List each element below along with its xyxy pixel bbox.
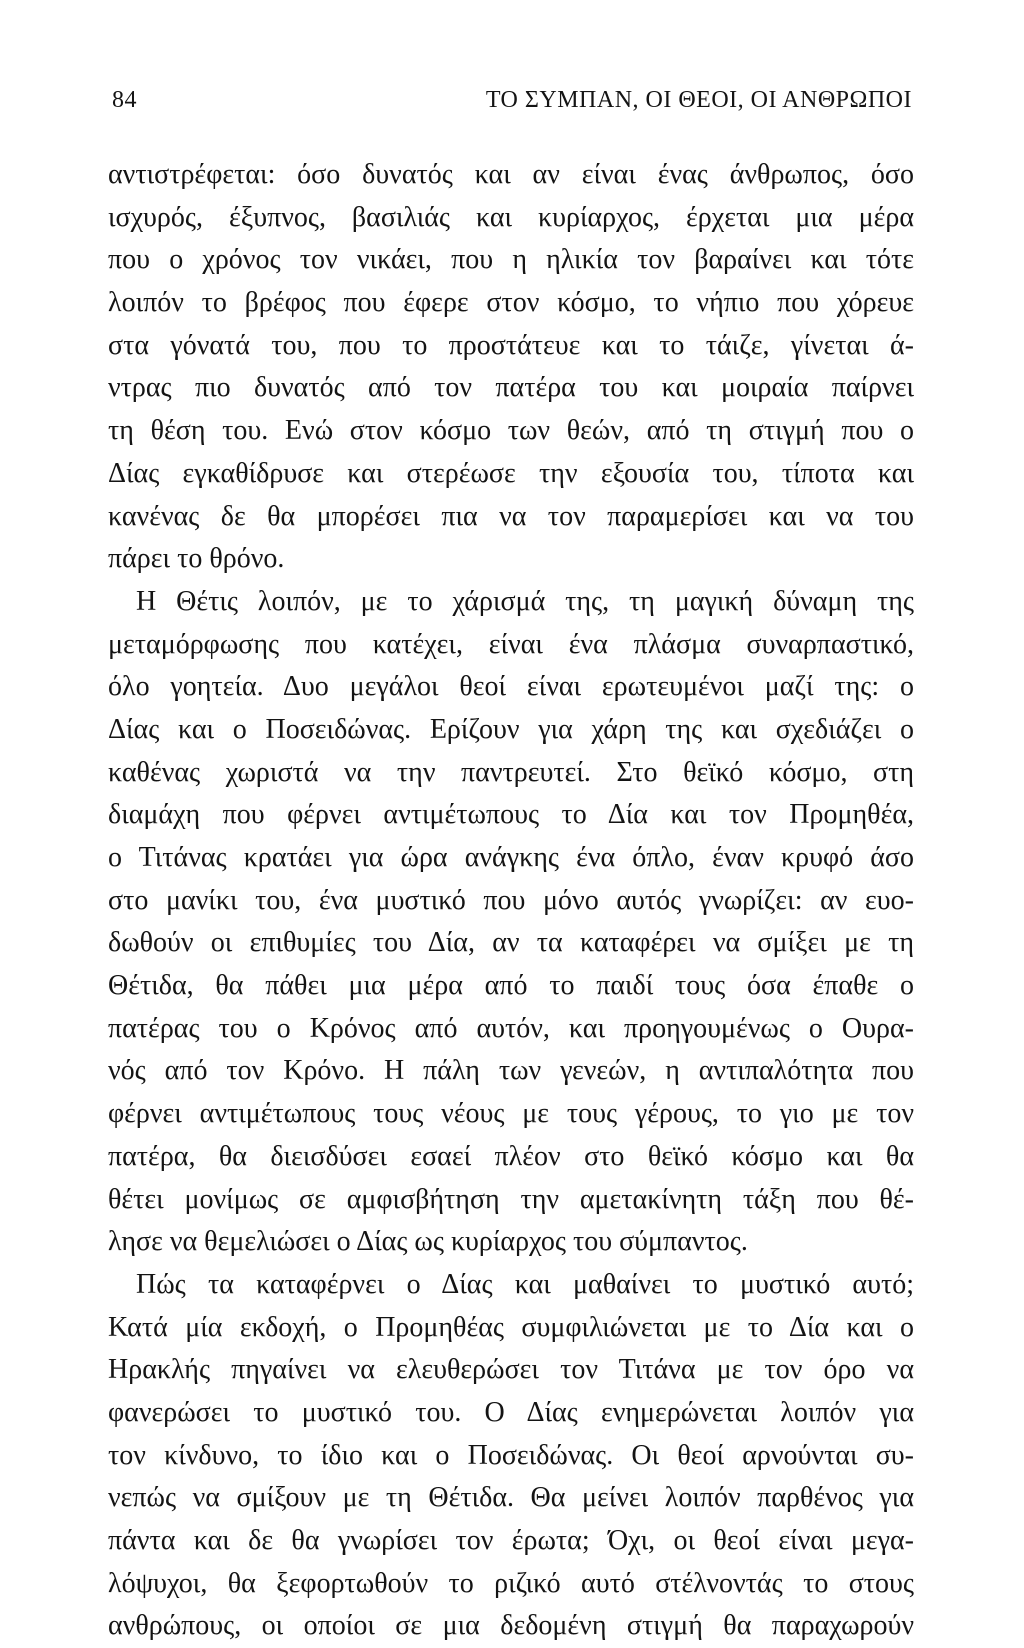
text-line: Η Θέτις λοιπόν, με το χάρισμά της, τη μαγική δύναμη της <box>136 585 914 617</box>
text-line: τη θέση του. Ενώ στον κόσμο των θεών, από τη στιγμή που ο <box>108 415 914 447</box>
text-line: Κατά μία εκδοχή, ο Προμηθέας συμφιλιώνεται με το Δία και ο <box>108 1311 914 1343</box>
text-line: μεταμόρφωσης που κατέχει, είναι ένα πλάσμα συναρπαστικό, <box>108 628 914 660</box>
text-line: λοιπόν το βρέφος που έφερε στον κόσμο, το νήπιο που χόρευε <box>108 287 914 319</box>
text-line: ντρας πιο δυνατός από τον πατέρα του και μοιραία παίρνει <box>108 372 914 404</box>
text-line: αντιστρέφεται: όσο δυνατός και αν είναι ένας άνθρωπος, όσο <box>108 159 914 190</box>
text-line: πάντα και δε θα γνωρίσει τον έρωτα; Όχι, οι θεοί είναι μεγα- <box>108 1525 914 1556</box>
text-line: δωθούν οι επιθυμίες του Δία, αν τα καταφέρει να σμίξει με τη <box>108 927 914 959</box>
text-line: Θέτιδα, θα πάθει μια μέρα από το παιδί τους όσα έπαθε ο <box>108 970 914 1002</box>
text-line: ισχυρός, έξυπνος, βασιλιάς και κυρίαρχος, έρχεται μια μέρα <box>108 201 914 233</box>
text-line: φανερώσει το μυστικό του. Ο Δίας ενημερώνεται λοιπόν για <box>108 1396 914 1428</box>
body-text <box>108 154 914 1648</box>
text-line: φέρνει αντιμέτωπους τους νέους με τους γέρους, το γιο με τον <box>108 1098 914 1130</box>
page-number: 84 <box>112 87 137 113</box>
paragraph <box>108 1264 914 1648</box>
text-line: Ηρακλής πηγαίνει να ελευθερώσει τον Τιτάνα με τον όρο να <box>108 1354 914 1386</box>
running-header <box>112 82 912 118</box>
text-line: πατέρας του ο Κρόνος από αυτόν, και προηγουμένως ο Ουρα- <box>108 1012 914 1044</box>
text-line: ανθρώπους, οι οποίοι σε μια δεδομένη στιγμή θα παραχωρούν <box>108 1610 914 1642</box>
text-line: πατέρα, θα διεισδύσει εσαεί πλέον στο θεϊκό κόσμο και θα <box>108 1140 914 1172</box>
paragraph <box>108 154 914 581</box>
text-line: νεπώς να σμίξουν με τη Θέτιδα. Θα μείνει λοιπόν παρθένος για <box>108 1482 914 1514</box>
paragraph <box>108 581 914 1264</box>
text-line: στα γόνατά του, που το προστάτευε και το τάιζε, γίνεται ά- <box>108 329 914 361</box>
text-line: λόψυχοι, θα ξεφορτωθούν το ριζικό αυτό στέλνοντάς το στους <box>108 1567 914 1599</box>
text-line: θέτει μονίμως σε αμφισβήτηση την αμετακίνητη τάξη που θέ- <box>108 1183 914 1215</box>
text-line: Δίας εγκαθίδρυσε και στερέωσε την εξουσία του, τίποτα και <box>108 457 914 489</box>
text-line: λησε να θεμελιώσει ο Δίας ως κυρίαρχος του σύμπαντος. <box>108 1226 748 1258</box>
text-line: στο μανίκι του, ένα μυστικό που μόνο αυτός γνωρίζει: αν ευο- <box>108 884 914 916</box>
text-line: που ο χρόνος τον νικάει, που η ηλικία τον βαραίνει και τότε <box>108 244 914 276</box>
text-line: πάρει το θρόνο. <box>108 543 285 575</box>
text-line: διαμάχη που φέρνει αντιμέτωπους το Δία και τον Προμηθέα, <box>108 799 914 831</box>
text-line: νός από τον Κρόνο. Η πάλη των γενεών, η αντιπαλότητα που <box>108 1055 914 1087</box>
text-line: Πώς τα καταφέρνει ο Δίας και μαθαίνει το μυστικό αυτό; <box>136 1268 914 1300</box>
text-line: καθένας χωριστά να την παντρευτεί. Στο θεϊκό κόσμο, στη <box>108 756 914 788</box>
text-line: ο Τιτάνας κρατάει για ώρα ανάγκης ένα όπλο, έναν κρυφό άσο <box>108 842 914 873</box>
text-line: κανένας δε θα μπορέσει πια να τον παραμερίσει και να του <box>108 500 914 532</box>
text-line: τον κίνδυνο, το ίδιο και ο Ποσειδώνας. Οι θεοί αρνούνται συ- <box>108 1439 914 1471</box>
text-line: Δίας και ο Ποσειδώνας. Ερίζουν για χάρη της και σχεδιάζει ο <box>108 713 914 745</box>
running-title: ΤΟ ΣΥΜΠΑΝ, ΟΙ ΘΕΟΙ, ΟΙ ΑΝΘΡΩΠΟΙ <box>485 87 912 113</box>
text-line: όλο γοητεία. Δυο μεγάλοι θεοί είναι ερωτευμένοι μαζί της: ο <box>108 671 914 703</box>
